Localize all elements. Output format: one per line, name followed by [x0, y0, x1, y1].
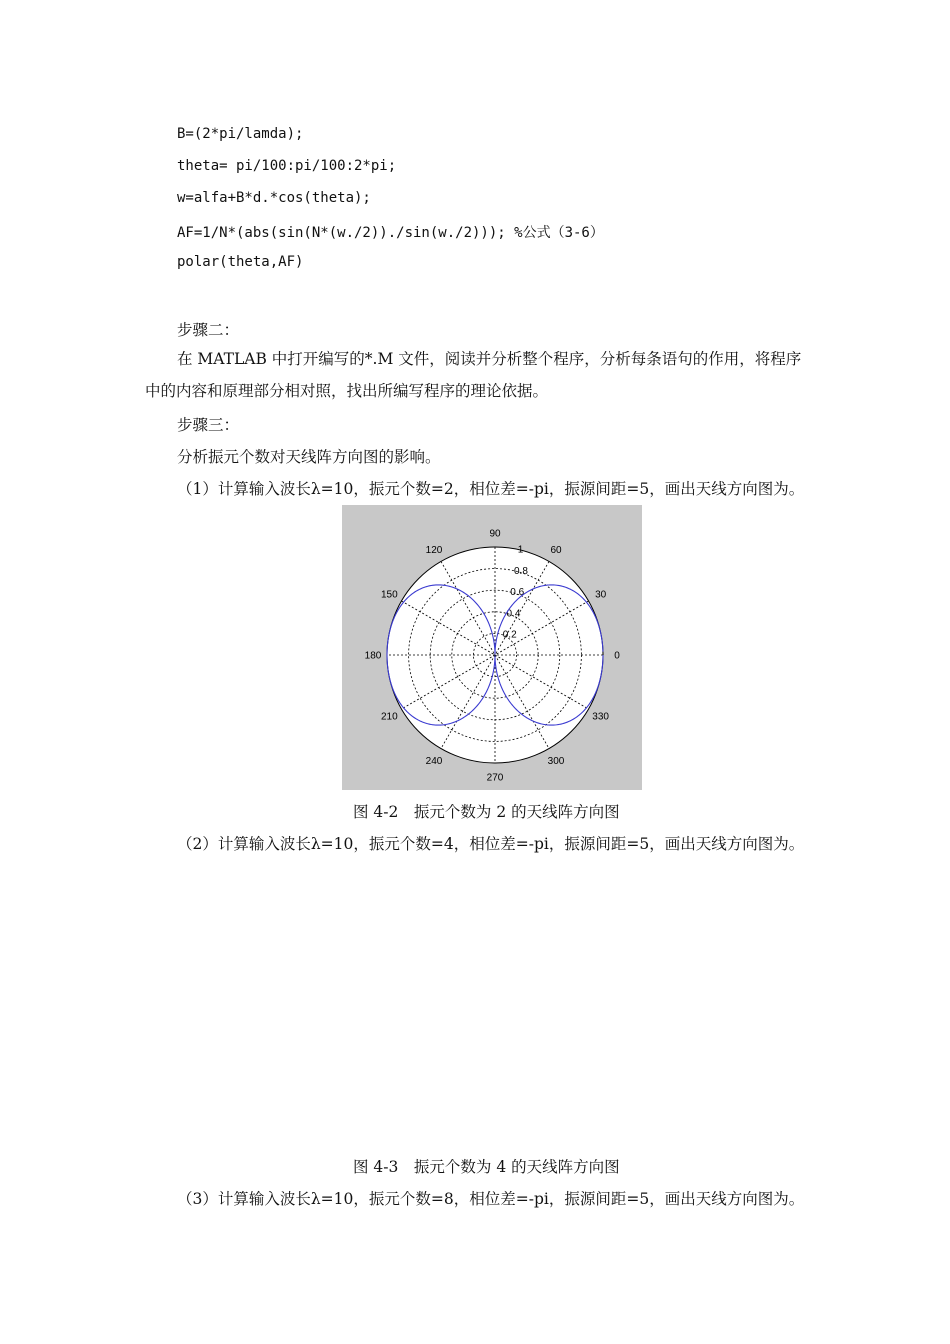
- angle-label: 120: [425, 544, 443, 556]
- polar-plot-figure: [342, 505, 642, 790]
- step2-heading: 步骤二：: [177, 321, 240, 339]
- angle-label: 240: [425, 756, 443, 768]
- radial-label: 0.8: [514, 565, 528, 577]
- angle-label: 330: [592, 711, 609, 723]
- angle-label: 210: [381, 711, 398, 723]
- radial-label: 1: [517, 544, 524, 556]
- angle-label: 30: [595, 589, 607, 601]
- code-line-3: w=alfa+B*d.*cos(theta);: [177, 190, 371, 206]
- angle-label: 90: [489, 528, 501, 540]
- radial-label: 0.6: [510, 587, 525, 599]
- item-3-text: （3）计算输入波长λ=10，振元个数=8，相位差=-pi，振源间距=5，画出天线方向图为。: [177, 1190, 805, 1208]
- step3-intro: 分析振元个数对天线阵方向图的影响。: [177, 448, 441, 466]
- item-1-text: （1）计算输入波长λ=10，振元个数=2，相位差=-pi，振源间距=5，画出天线方向图为。: [177, 480, 805, 498]
- figure-4-3-caption: 图 4-3 振元个数为 4 的天线阵方向图: [353, 1158, 620, 1176]
- code-line-5: polar(theta,AF): [177, 254, 304, 270]
- radial-label: 0.2: [502, 629, 517, 641]
- polar-plot: [342, 505, 642, 790]
- step2-body: 在 MATLAB 中打开编写的*.M 文件，阅读并分析整个程序，分析每条语句的作用，将程序中的内容和原理部分相对照，找出所编写程序的理论依据。: [145, 350, 802, 400]
- step3-heading: 步骤三：: [177, 416, 240, 434]
- angle-label: 60: [550, 544, 562, 556]
- item-2-text: （2）计算输入波长λ=10，振元个数=4，相位差=-pi，振源间距=5，画出天线方向图为。: [177, 835, 805, 853]
- code-line-1: B=(2*pi/lamda);: [177, 126, 304, 142]
- radial-label: 0.4: [506, 608, 521, 620]
- angle-label: 150: [381, 589, 398, 601]
- angle-label: 0: [614, 650, 620, 662]
- code-line-2: theta= pi/100:pi/100:2*pi;: [177, 158, 397, 174]
- code-line-4: AF=1/N*(abs(sin(N*(w./2))./sin(w./2))); %公式（3-6）: [177, 225, 604, 241]
- angle-label: 270: [486, 772, 504, 784]
- angle-label: 180: [364, 650, 382, 662]
- figure-4-2-caption: 图 4-2 振元个数为 2 的天线阵方向图: [353, 803, 620, 821]
- angle-label: 300: [547, 756, 565, 768]
